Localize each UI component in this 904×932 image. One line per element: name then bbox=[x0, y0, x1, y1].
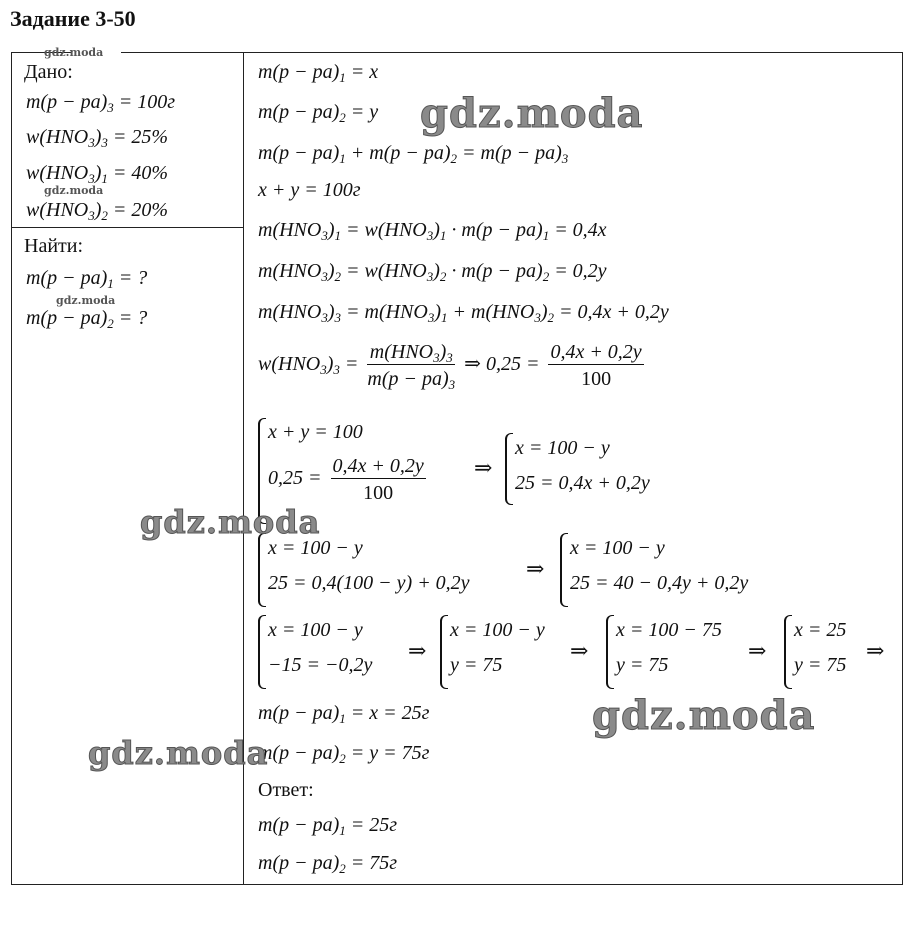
eq-m1-x: $m(p - pa)_1 = x$ bbox=[258, 61, 379, 85]
table-bottom-border bbox=[11, 884, 903, 885]
arrow-1: ⇒ bbox=[474, 455, 493, 480]
answer-label: Ответ: bbox=[258, 779, 314, 801]
arrow-3: ⇒ bbox=[408, 638, 427, 663]
watermark-logo: gdz.moda bbox=[420, 90, 644, 137]
answer-m1: $m(p - pa)_1 = 25г$ bbox=[258, 814, 398, 838]
table-left-border bbox=[11, 52, 12, 885]
table-right-border bbox=[902, 52, 903, 885]
table-top-border-right bbox=[311, 52, 903, 53]
given-mass-solution-3: $m(p - pa)_3 = 100г$ bbox=[26, 91, 176, 115]
watermark-logo: gdz.moda bbox=[44, 46, 104, 59]
system-5: x = 100 − y −15 = −0,2y bbox=[258, 615, 418, 687]
watermark-logo: gdz.moda bbox=[56, 294, 116, 307]
given-w-hno3-3: $w(HNO_3)_3 = 25\%$ bbox=[26, 126, 169, 150]
eq-m2-y: $m(p - pa)_2 = y$ bbox=[258, 101, 379, 125]
arrow-5: ⇒ bbox=[748, 638, 767, 663]
system-4: x = 100 − y 25 = 40 − 0,4y + 0,2y bbox=[560, 533, 820, 605]
result-m1: $m(p - pa)_1 = x = 25г$ bbox=[258, 702, 430, 726]
find-header: Найти: bbox=[24, 235, 84, 257]
system-3: x = 100 − y 25 = 0,4(100 − y) + 0,2y bbox=[258, 533, 538, 605]
system-6: x = 100 − y y = 75 bbox=[440, 615, 580, 687]
given-w-hno3-2: $w(HNO_3)_2 = 20\%$ bbox=[26, 199, 169, 223]
given-find-divider bbox=[11, 227, 244, 228]
system-2: x = 100 − y 25 = 0,4x + 0,2y bbox=[505, 433, 705, 503]
watermark-logo: gdz.moda bbox=[88, 734, 269, 772]
system-8: x = 25 y = 75 bbox=[784, 615, 864, 687]
watermark-logo: gdz.moda bbox=[140, 503, 321, 541]
find-mass-solution-1: $m(p - pa)_1$ = ? bbox=[26, 267, 148, 291]
arrow-6: ⇒ bbox=[866, 638, 885, 663]
eq-hno3-1: $m(HNO_3)_1 = w(HNO_3)_1 \cdot m(p - pa)_1 = 0,4x$ bbox=[258, 219, 607, 243]
eq-w-fraction: $w(HNO_3)_3$ = $\frac{m(HNO_3)_3}{m(p - pa)_3}$ ⇒ 0,25 = $\frac{0,4x + 0,2y}{100}$ bbox=[258, 341, 642, 392]
system-7: x = 100 − 75 y = 75 bbox=[606, 615, 746, 687]
find-mass-solution-2: $m(p - pa)_2$ = ? bbox=[26, 307, 148, 331]
eq-mass-sum: $m(p - pa)_1 + m(p - pa)_2 = m(p - pa)_3$ bbox=[258, 142, 569, 166]
watermark-logo: gdz.moda bbox=[44, 184, 104, 197]
arrow-4: ⇒ bbox=[570, 638, 589, 663]
page-title: Задание 3-50 bbox=[10, 6, 136, 31]
given-header: Дано: bbox=[24, 61, 73, 83]
result-m2: $m(p - pa)_2 = y = 75г$ bbox=[258, 742, 430, 766]
eq-hno3-3: $m(HNO_3)_3 = m(HNO_3)_1 + m(HNO_3)_2 = 0,4x + 0,2y$ bbox=[258, 301, 669, 325]
eq-x-plus-y: x + y = 100г bbox=[258, 179, 361, 201]
eq-hno3-2: $m(HNO_3)_2 = w(HNO_3)_2 \cdot m(p - pa)_2 = 0,2y$ bbox=[258, 260, 607, 284]
system-1: x + y = 100 0,25 = $\frac{0,4x + 0,2y}{100}$ bbox=[258, 418, 498, 522]
answer-m2: $m(p - pa)_2 = 75г$ bbox=[258, 852, 398, 876]
given-w-hno3-1: $w(HNO_3)_1 = 40\%$ bbox=[26, 162, 169, 186]
watermark-logo: gdz.moda bbox=[592, 692, 816, 739]
arrow-2: ⇒ bbox=[526, 556, 545, 581]
